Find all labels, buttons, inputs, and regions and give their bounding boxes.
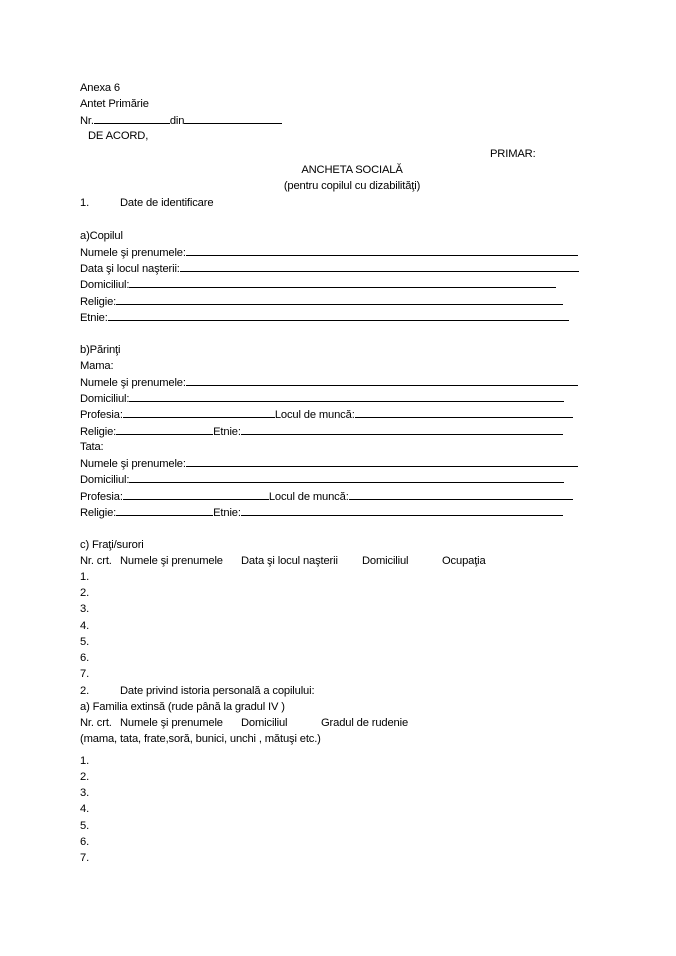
father-workplace-field[interactable]	[349, 488, 573, 500]
father-domicile-field[interactable]	[129, 471, 564, 483]
father-ethnicity-field[interactable]	[241, 504, 563, 516]
siblings-row: 3.	[80, 603, 90, 615]
father-workplace-label: Locul de muncă:	[268, 491, 349, 503]
mother-name-row	[80, 374, 578, 391]
father-label: Tata:	[80, 441, 104, 453]
mother-religion-row	[80, 423, 563, 440]
document-title: ANCHETA SOCIALĂ	[301, 164, 403, 176]
family-col-name: Numele şi prenumele	[120, 717, 223, 729]
family-row: 1.	[80, 755, 90, 767]
section1-number: 1.	[80, 197, 90, 209]
family-row: 7.	[80, 852, 90, 864]
siblings-col-birth: Data şi locul naşterii	[241, 555, 338, 567]
father-name-label: Numele şi prenumele:	[80, 458, 186, 470]
child-heading: a)Copilul	[80, 230, 123, 242]
family-col-nr: Nr. crt.	[80, 717, 112, 729]
child-name-field[interactable]	[186, 244, 578, 256]
family-row: 6.	[80, 836, 90, 848]
father-profession-label: Profesia:	[80, 491, 123, 503]
family-row: 5.	[80, 820, 90, 832]
extended-family-note: (mama, tata, frate,soră, bunici, unchi , mătuşi etc.)	[80, 733, 321, 745]
siblings-col-name: Numele şi prenumele	[120, 555, 223, 567]
mother-workplace-field[interactable]	[355, 406, 573, 418]
father-name-field[interactable]	[186, 455, 578, 467]
mother-name-field[interactable]	[186, 374, 578, 386]
family-col-relation: Gradul de rudenie	[321, 717, 409, 729]
siblings-row: 1.	[80, 571, 90, 583]
mother-domicile-label: Domiciliul:	[80, 393, 130, 405]
siblings-col-nr: Nr. crt.	[80, 555, 112, 567]
mother-profession-label: Profesia:	[80, 409, 123, 421]
registration-line	[80, 112, 282, 129]
child-religion-label: Religie:	[80, 296, 117, 308]
father-profession-field[interactable]	[123, 488, 269, 500]
extended-family-table-header	[80, 715, 408, 731]
family-row: 2.	[80, 771, 90, 783]
family-row: 3.	[80, 787, 90, 799]
family-row: 4.	[80, 803, 90, 815]
child-domicile-field[interactable]	[129, 276, 556, 288]
section1-title: Date de identificare	[120, 197, 214, 209]
letterhead-label: Antet Primărie	[80, 98, 149, 110]
siblings-row: 7.	[80, 668, 90, 680]
child-ethnicity-label: Etnie:	[80, 312, 108, 324]
siblings-table-header	[80, 553, 486, 569]
siblings-row: 2.	[80, 587, 90, 599]
agreement-label: DE ACORD,	[88, 130, 149, 142]
child-ethnicity-field[interactable]	[108, 309, 569, 321]
section2-number: 2.	[80, 685, 90, 697]
mother-ethnicity-label: Etnie:	[213, 426, 241, 438]
siblings-row: 6.	[80, 652, 90, 664]
siblings-row: 4.	[80, 620, 90, 632]
father-religion-field[interactable]	[116, 504, 213, 516]
child-birth-row	[80, 260, 579, 277]
father-name-row	[80, 455, 578, 472]
child-domicile-row	[80, 276, 556, 293]
siblings-row: 5.	[80, 636, 90, 648]
child-ethnicity-row	[80, 309, 569, 326]
annex-label: Anexa 6	[80, 82, 121, 94]
child-birth-field[interactable]	[180, 260, 579, 272]
mother-domicile-row	[80, 390, 564, 407]
child-religion-row	[80, 293, 563, 310]
siblings-col-domicile: Domiciliul	[362, 555, 409, 567]
section2-title: Date privind istoria personală a copilului:	[120, 685, 315, 697]
mother-domicile-field[interactable]	[129, 390, 564, 402]
mother-ethnicity-field[interactable]	[241, 423, 563, 435]
child-name-row	[80, 244, 578, 261]
child-birth-label: Data şi locul naşterii:	[80, 263, 180, 275]
child-name-label: Numele şi prenumele:	[80, 247, 186, 259]
parents-heading: b)Părinţi	[80, 344, 121, 356]
nr-field[interactable]	[94, 112, 170, 124]
mother-label: Mama:	[80, 360, 114, 372]
mother-workplace-label: Locul de muncă:	[274, 409, 355, 421]
siblings-col-occupation: Ocupaţia	[442, 555, 486, 567]
mother-profession-row	[80, 406, 573, 423]
child-domicile-label: Domiciliul:	[80, 279, 130, 291]
mother-name-label: Numele şi prenumele:	[80, 377, 186, 389]
father-profession-row	[80, 488, 573, 505]
father-religion-row	[80, 504, 563, 521]
child-religion-field[interactable]	[116, 293, 563, 305]
father-domicile-label: Domiciliul:	[80, 474, 130, 486]
father-domicile-row	[80, 471, 564, 488]
nr-label: Nr.	[80, 115, 94, 127]
section1-heading	[80, 195, 213, 211]
mayor-label: PRIMAR:	[490, 148, 536, 160]
extended-family-heading: a) Familia extinsă (rude până la gradul IV )	[80, 701, 285, 713]
father-ethnicity-label: Etnie:	[213, 507, 241, 519]
mother-profession-field[interactable]	[123, 406, 275, 418]
din-label: din	[169, 115, 185, 127]
document-subtitle: (pentru copilul cu dizabilităţi)	[283, 180, 421, 192]
date-field[interactable]	[184, 112, 282, 124]
family-col-domicile: Domiciliul	[241, 717, 288, 729]
mother-religion-label: Religie:	[80, 426, 117, 438]
section2-heading	[80, 683, 314, 699]
father-religion-label: Religie:	[80, 507, 117, 519]
mother-religion-field[interactable]	[116, 423, 213, 435]
siblings-heading: c) Fraţi/surori	[80, 539, 144, 551]
